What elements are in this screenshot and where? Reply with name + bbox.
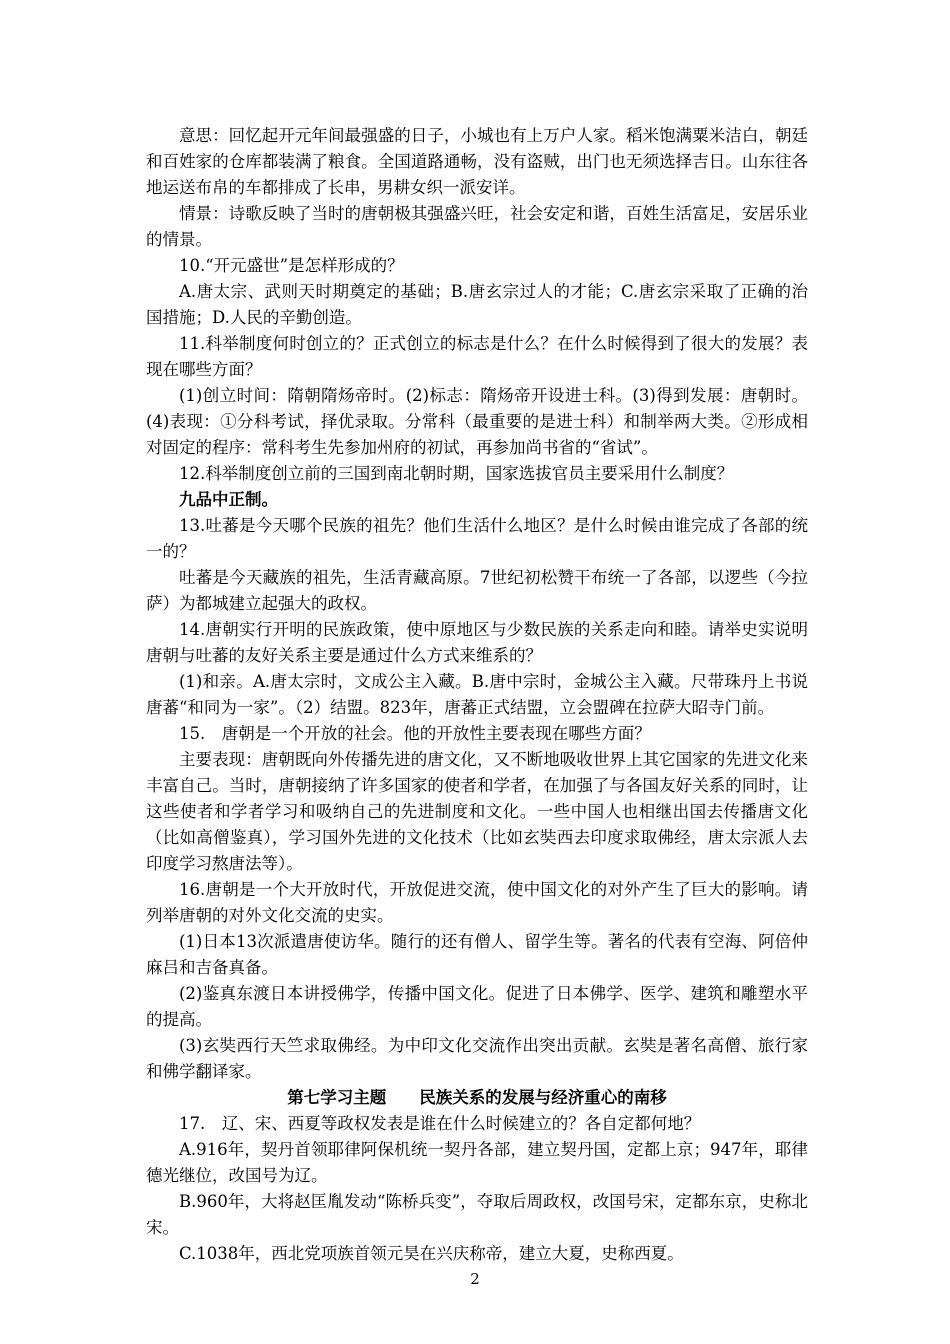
page-number: 2 (470, 1270, 480, 1288)
answer-16-item-2: (2)鉴真东渡日本讲授佛学，传播中国文化。促进了日本佛学、医学、建筑和雕塑水平的提高。 (146, 984, 808, 1029)
question-14: 14.唐朝实行开明的民族政策，使中原地区与少数民族的关系走向和睦。请举史实说明唐朝与吐蕃的友好关系主要是通过什么方式来维系的？ (146, 620, 808, 665)
question-17: 17. 辽、宋、西夏等政权发表是谁在什么时候建立的？各自定都何地？ (179, 1114, 701, 1133)
answer-14: (1)和亲。A.唐太宗时，文成公主入藏。B.唐中宗时，金城公主入藏。尺带珠丹上书说唐蕃“和同为一家”。（2）结盟。823年，唐蕃正式结盟，立会盟碑在拉萨大昭寺门前。 (146, 672, 808, 717)
document-body (146, 123, 808, 1267)
section-heading: 第七学习主题 民族关系的发展与经济重心的南移 (287, 1088, 667, 1107)
paragraph-scene: 情景：诗歌反映了当时的唐朝极其强盛兴旺，社会安定和谐，百姓生活富足，安居乐业的情景。 (146, 204, 808, 249)
question-11: 11.科举制度何时创立的？正式创立的标志是什么？在什么时候得到了很大的发展？表现在哪些方面？ (146, 334, 808, 379)
question-13: 13.吐蕃是今天哪个民族的祖先？他们生活什么地区？是什么时候由谁完成了各部的统一的？ (146, 516, 808, 561)
answer-11: (1)创立时间：隋朝隋炀帝时。(2)标志：隋炀帝开设进士科。(3)得到发展：唐朝时。(4)表现：①分科考试，择优录取。分常科（最重要的是进士科）和制举两大类。②形成相对固定的程序：常科考生先参加州府的初试，再参加尚书省的“省试”。 (146, 386, 808, 457)
answer-17-c: C.1038年，西北党项族首领元昊在兴庆称帝，建立大夏，史称西夏。 (179, 1244, 684, 1263)
question-16: 16.唐朝是一个大开放时代，开放促进交流，使中国文化的对外产生了巨大的影响。请列举唐朝的对外文化交流的史实。 (146, 880, 808, 925)
question-15: 15. 唐朝是一个开放的社会。他的开放性主要表现在哪些方面？ (179, 724, 651, 743)
answer-10: A.唐太宗、武则天时期奠定的基础；B.唐玄宗过人的才能；C.唐玄宗采取了正确的治国措施；D.人民的辛勤创造。 (146, 282, 808, 327)
answer-12: 九品中正制。 (179, 490, 278, 509)
question-10: 10.“开元盛世”是怎样形成的？ (179, 256, 404, 275)
answer-17-a: A.916年，契丹首领耶律阿保机统一契丹各部，建立契丹国，定都上京；947年，耶律德光继位，改国号为辽。 (146, 1140, 808, 1185)
answer-16-item-3: (3)玄奘西行天竺求取佛经。为中印文化交流作出突出贡献。玄奘是著名高僧、旅行家和佛学翻译家。 (146, 1036, 808, 1081)
answer-13: 吐蕃是今天藏族的祖先，生活青藏高原。7世纪初松赞干布统一了各部，以逻些（今拉萨）为都城建立起强大的政权。 (146, 568, 808, 613)
answer-17-b: B.960年，大将赵匡胤发动“陈桥兵变”，夺取后周政权，改国号宋，定都东京，史称北宋。 (146, 1192, 808, 1237)
answer-15: 主要表现：唐朝既向外传播先进的唐文化，又不断地吸收世界上其它国家的先进文化来丰富自己。当时，唐朝接纳了许多国家的使者和学者，在加强了与各国友好关系的同时，让这些使者和学者学习和吸纳自己的先进制度和文化。一些中国人也相继出国去传播唐文化（比如高僧鉴真），学习国外先进的文化技术（比如玄奘西去印度求取佛经，唐太宗派人去印度学习熬唐法等）。 (146, 750, 808, 873)
answer-16-item-1: (1)日本13次派遣唐使访华。随行的还有僧人、留学生等。著名的代表有空海、阿倍仲麻吕和吉备真备。 (146, 932, 808, 977)
question-12: 12.科举制度创立前的三国到南北朝时期，国家选拔官员主要采用什么制度？ (179, 464, 734, 483)
paragraph-meaning: 意思：回忆起开元年间最强盛的日子，小城也有上万户人家。稻米饱满粟米洁白，朝廷和百姓家的仓库都装满了粮食。全国道路通畅，没有盗贼，出门也无须选择吉日。山东往各地运送布帛的车都排成了长串，男耕女织一派安详。 (146, 126, 808, 197)
